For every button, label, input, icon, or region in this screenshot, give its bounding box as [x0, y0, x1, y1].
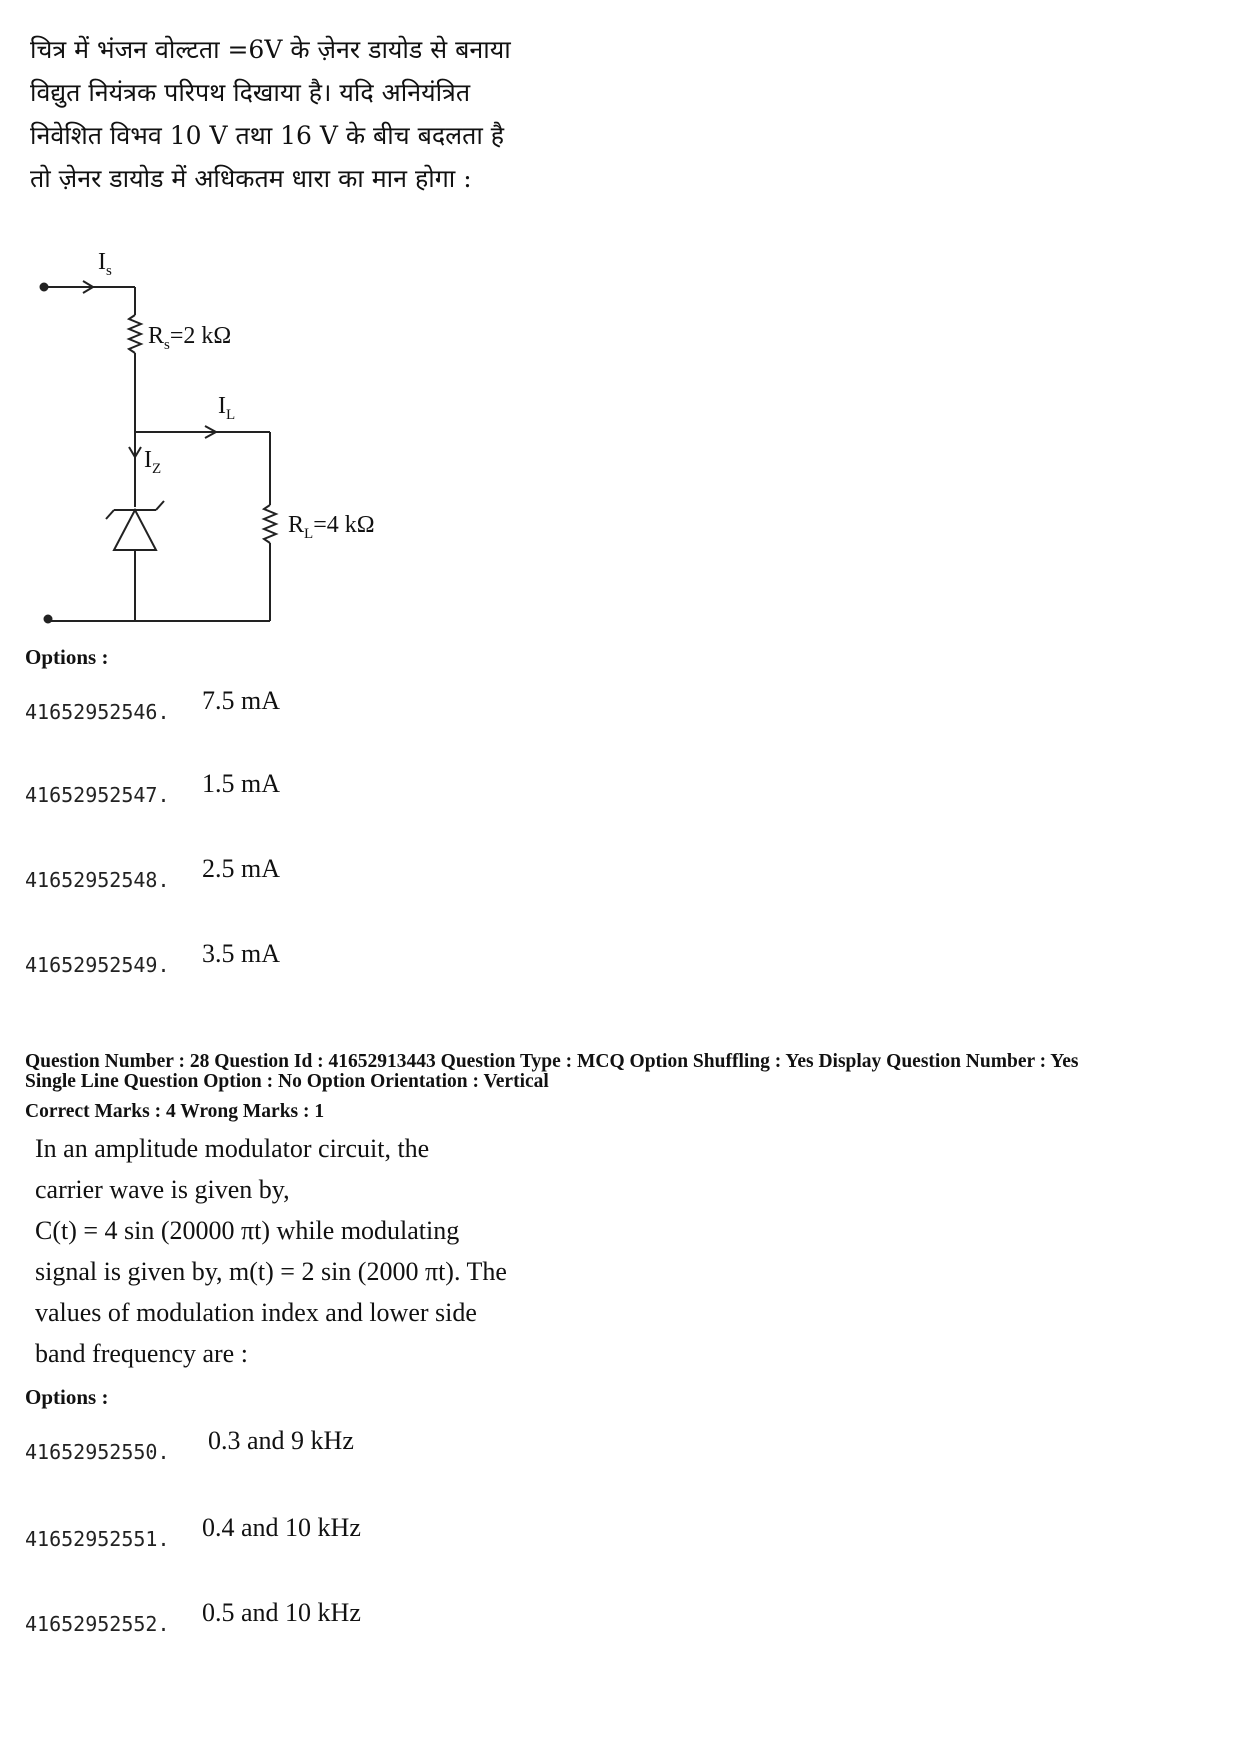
question-meta-line1: Question Number : 28 Question Id : 41652913443 Question Type : MCQ Option Shuffling : Yes Display Question Number : Yes — [25, 1051, 1079, 1072]
option-value: 7.5 mA — [202, 686, 280, 715]
rl-label: R — [288, 512, 305, 538]
question-line: band frequency are : — [35, 1339, 248, 1368]
svg-text:IL: $I_L$ — [218, 393, 236, 423]
rl-resistor — [264, 505, 276, 543]
question-line: C(t) = 4 sin (20000 πt) while modulating — [35, 1216, 460, 1245]
question-line: signal is given by, m(t) = 2 sin (2000 πt). The — [35, 1257, 507, 1286]
rs-label: R — [148, 323, 165, 349]
zener-diode — [114, 510, 156, 550]
question-text — [30, 28, 590, 200]
question-line: carrier wave is given by, — [35, 1175, 290, 1204]
svg-text:Is: $I_s$ — [98, 249, 112, 279]
rs-resistor — [129, 315, 141, 353]
question-line: निवेशित विभव 10 V तथा 16 V के बीच बदलता है — [30, 121, 505, 150]
zener-circuit-diagram — [30, 235, 450, 639]
option-value: 2.5 mA — [202, 854, 280, 883]
svg-text:IZ: $I_Z$ — [144, 447, 162, 477]
iz-label: I — [144, 447, 152, 473]
is-label: I — [98, 249, 106, 275]
question-line: चित्र में भंजन वोल्टता =6V के ज़ेनर डायोड से बनाया — [30, 35, 511, 64]
question-text — [35, 1128, 575, 1374]
circuit-svg — [30, 235, 450, 635]
question-line: विद्युत नियंत्रक परिपथ दिखाया है। यदि अनियंत्रित — [30, 78, 471, 107]
option-id: 41652952550. — [25, 1440, 170, 1464]
option-value: 0.4 and 10 kHz — [202, 1513, 361, 1542]
option-id: 41652952548. — [25, 868, 170, 892]
option-id: 41652952549. — [25, 953, 170, 977]
options-label: Options : — [25, 1385, 109, 1409]
option-value: 0.5 and 10 kHz — [202, 1598, 361, 1627]
option-value: 0.3 and 9 kHz — [208, 1426, 354, 1455]
option-id: 41652952547. — [25, 783, 170, 807]
svg-text:RL=4 kΩ: $R_L=4$ kΩ — [288, 512, 375, 542]
option-id: 41652952546. — [25, 700, 170, 724]
question-line: In an amplitude modulator circuit, the — [35, 1134, 430, 1163]
option-id: 41652952551. — [25, 1527, 170, 1551]
options-label: Options : — [25, 645, 109, 669]
option-value: 3.5 mA — [202, 939, 280, 968]
option-id: 41652952552. — [25, 1612, 170, 1636]
question-meta-line2: Single Line Question Option : No Option Orientation : Vertical — [25, 1071, 549, 1092]
il-label: I — [218, 393, 226, 419]
question-line: values of modulation index and lower side — [35, 1298, 477, 1327]
question-marks: Correct Marks : 4 Wrong Marks : 1 — [25, 1101, 325, 1122]
question-line: तो ज़ेनर डायोड में अधिकतम धारा का मान होगा : — [30, 164, 472, 193]
svg-text:Rs=2 kΩ: $R_s=2$ kΩ — [148, 323, 232, 353]
option-value: 1.5 mA — [202, 769, 280, 798]
